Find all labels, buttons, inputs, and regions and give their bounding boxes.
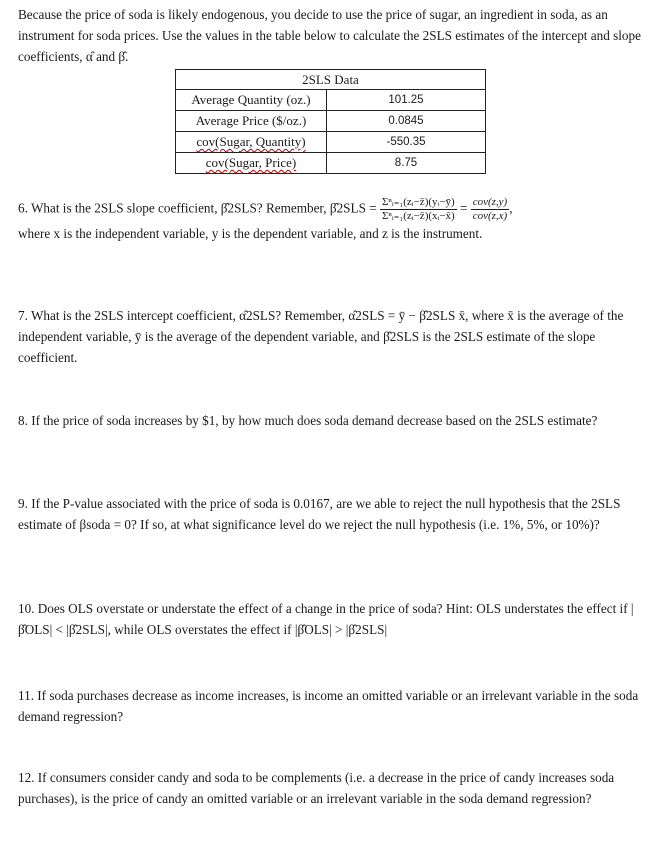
row-label: Average Price ($/oz.) [176,111,327,132]
row-value: 8.75 [327,153,486,174]
q12-text: 12. If consumers consider candy and soda to be complements (i.e. a decrease in the price of candy increases soda purchases), is the price of candy an omitted variable or an irrelevant variable in the soda demand regression? [18,770,615,806]
row-label: cov(Sugar, Price) [176,153,327,174]
document-page [18,4,643,69]
question-6: 6. What is the 2SLS slope coefficient, β̂2SLS? Remember, β̂2SLS = $\frac{\text{Σⁿᵢ₌₁(zᵢ−z̄)(yᵢ−ȳ)}}{\text{Σⁿᵢ₌₁(zᵢ−z̄)(xᵢ−x̄)}}$ = $\frac{\text{cov(z,y)}}{\text{cov(z,x)}}$ , where x is the independent variable, y is the dependent variable, and z is the instrument. [18,196,643,244]
question-11 [18,685,643,727]
q10-text: 10. Does OLS overstate or understate the effect of a change in the price of soda? Hint: OLS understates the effect if |β̂OLS| < |β̂2SLS|, while OLS overstates the effect if |β̂OLS| > |β̂2SLS| [18,601,634,637]
q6-cov-fraction [471,196,510,223]
q6-text: 6. What is the 2SLS slope coefficient, β̂2SLS? Remember, β̂2SLS = [18,200,377,216]
row-label: cov(Sugar, Quantity) [176,132,327,153]
question-9 [18,493,643,535]
q11-text: 11. If soda purchases decrease as income increases, is income an omitted variable or an irrelevant variable in the soda demand regression? [18,688,639,724]
table-row [176,90,486,111]
q7-text: 7. What is the 2SLS intercept coefficient, α̂2SLS? Remember, α̂2SLS = ȳ − β̂2SLS x̄, where x̄ is the average of the independent variable, ȳ is the average of the dependent variable, and β̂2SLS is the 2SLS estimate of the slope coefficient. [18,308,624,365]
question-8 [18,410,643,431]
q6-formula-denominator: Σⁿᵢ₌₁(zᵢ−z̄)(xᵢ−x̄) [381,210,455,222]
q9-text: 9. If the P-value associated with the price of soda is 0.0167, are we able to reject the null hypothesis that the 2SLS estimate of βsoda = 0? If so, at what significance level do we reject the null hypothesis (i.e. 1%, 5%, or 10%)? [18,496,621,532]
row-value: 0.0845 [327,111,486,132]
q6-cov-numerator: cov(z,y) [472,196,508,208]
q6-tail: where x is the independent variable, y is the dependent variable, and z is the instrument. [18,226,483,241]
question-10 [18,598,643,640]
q6-sum-fraction [380,196,457,223]
table-caption: 2SLS Data [176,70,486,90]
q6-cov-denominator: cov(z,x) [472,210,508,222]
intro-paragraph: Because the price of soda is likely endogenous, you decide to use the price of sugar, an ingredient in soda, as an instrument for soda prices. Use the values in the table below to calculate the 2SLS estimates of the intercept and slope coefficients, α̂ and β̂. [18,7,641,64]
q6-formula-numerator: Σⁿᵢ₌₁(zᵢ−z̄)(yᵢ−ȳ) [381,196,455,208]
2sls-data-table [175,69,486,174]
table-row [176,132,486,153]
q8-text: 8. If the price of soda increases by $1, by how much does soda demand decrease based on the 2SLS estimate? [18,413,598,428]
question-12 [18,767,643,809]
question-7 [18,305,643,368]
row-value: -550.35 [327,132,486,153]
table-row [176,111,486,132]
table-row [176,153,486,174]
row-value: 101.25 [327,90,486,111]
row-label: Average Quantity (oz.) [176,90,327,111]
